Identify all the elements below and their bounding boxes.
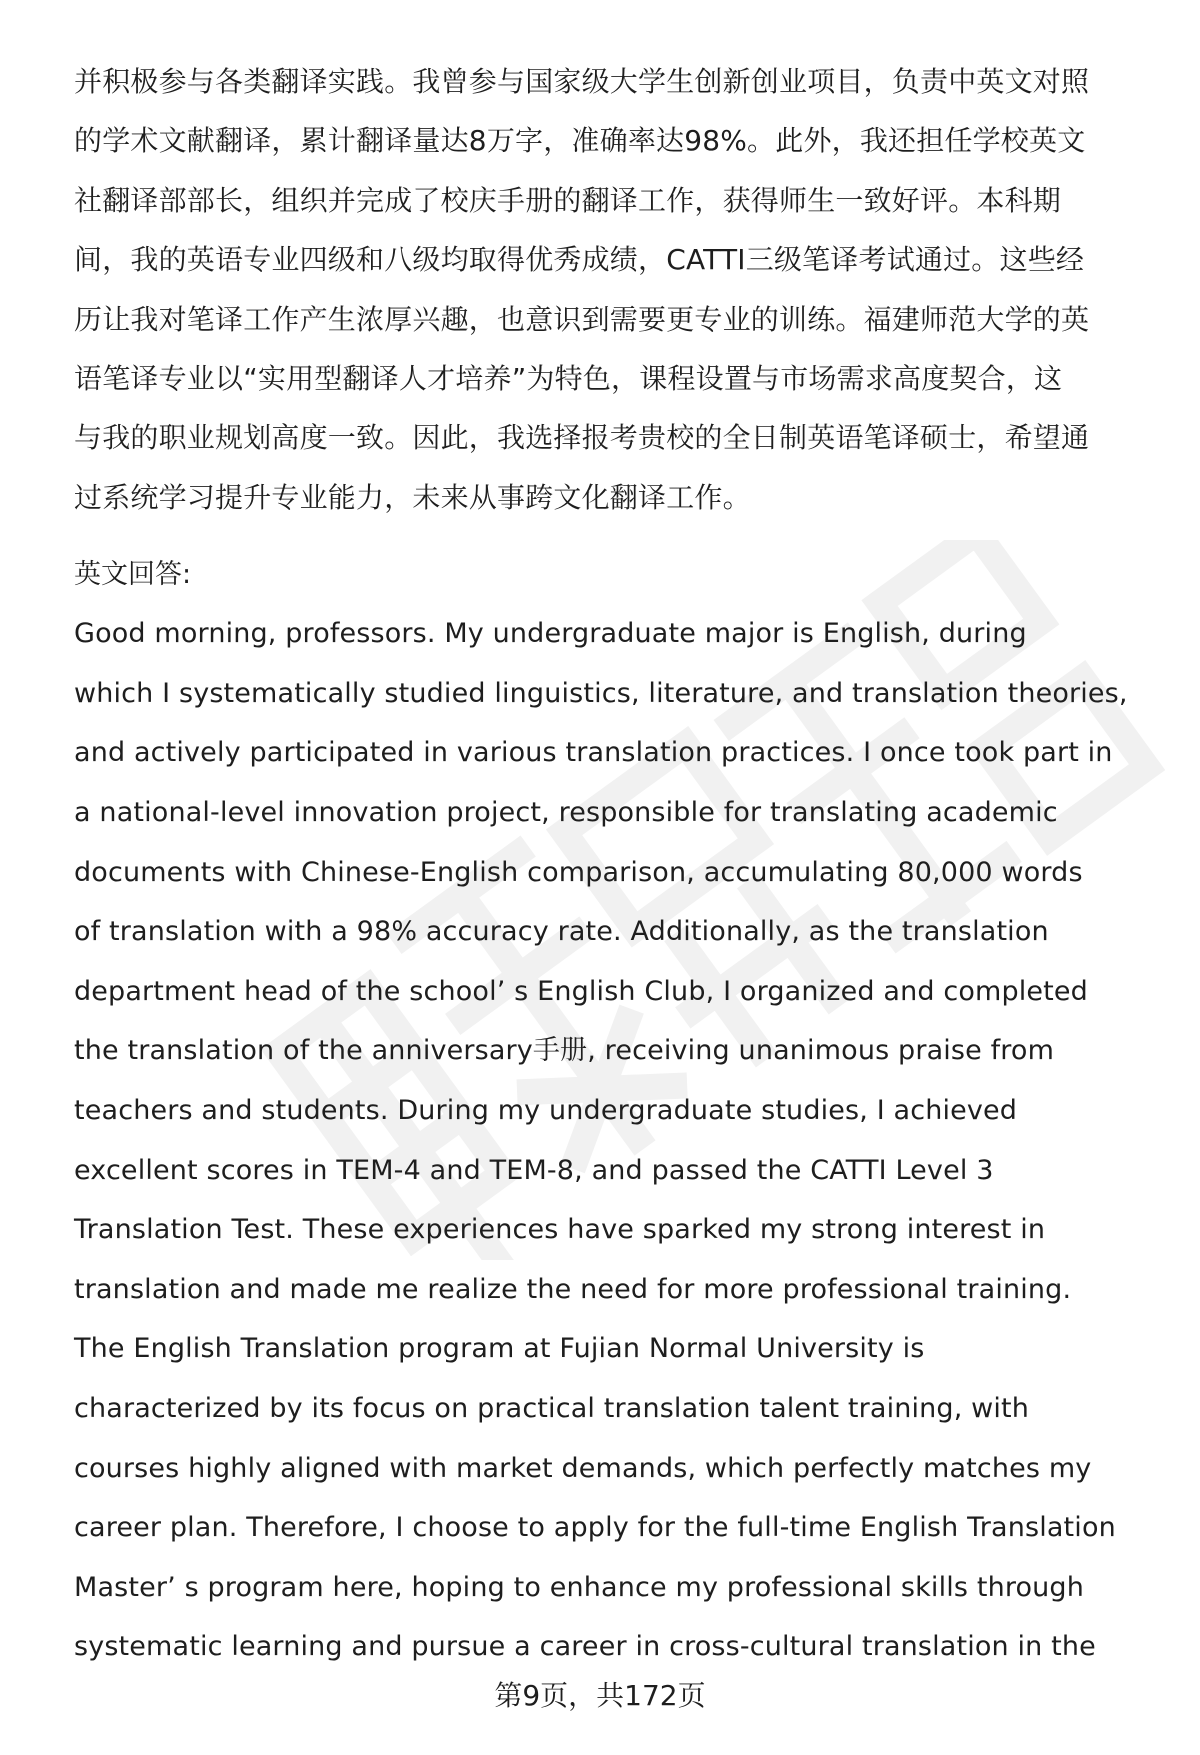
chinese-answer-line: 社翻译部部长，组织并完成了校庆手册的翻译工作，获得师生一致好评。本科期 xyxy=(74,183,1062,217)
english-answer-line: department head of the school’ s English Club, I organized and completed xyxy=(74,975,1088,1007)
english-answer-line: The English Translation program at Fujian Normal University is xyxy=(74,1333,925,1365)
english-answer-line: Good morning, professors. My undergraduate major is English, during xyxy=(74,618,1027,650)
english-answer-line: Master’ s program here, hoping to enhance my professional skills through xyxy=(74,1571,1084,1603)
chinese-answer-line: 的学术文献翻译，累计翻译量达8万字，准确率达98%。此外，我还担任学校英文 xyxy=(74,124,1086,158)
english-answer-paragraph xyxy=(74,604,1164,1677)
chinese-answer-line: 并积极参与各类翻译实践。我曾参与国家级大学生创新创业项目，负责中英文对照 xyxy=(74,65,1090,98)
english-answer-line: courses highly aligned with market demands, which perfectly matches my xyxy=(74,1452,1092,1484)
english-answer-line: translation and made me realize the need for more professional training. xyxy=(74,1273,1072,1305)
chinese-answer-line: 语笔译专业以“实用型翻译人才培养”为特色，课程设置与市场需求高度契合，这 xyxy=(74,362,1063,396)
chinese-answer-line: 与我的职业规划高度一致。因此，我选择报考贵校的全日制英语笔译硕士，希望通 xyxy=(74,421,1090,455)
english-answer-line: a national-level innovation project, responsible for translating academic xyxy=(74,797,1058,829)
chinese-answer-line: 间，我的英语专业四级和八级均取得优秀成绩，CATTI三级笔译考试通过。这些经 xyxy=(74,243,1085,277)
document-body xyxy=(74,52,1164,1677)
english-answer-heading: 英文回答: xyxy=(74,559,192,591)
english-answer-line: which I systematically studied linguistics, literature, and translation theories, xyxy=(74,677,1128,709)
english-answer-line: teachers and students. During my undergraduate studies, I achieved xyxy=(74,1095,1018,1126)
chinese-answer-line: 历让我对笔译工作产生浓厚兴趣，也意识到需要更专业的训练。福建师范大学的英 xyxy=(74,302,1090,336)
english-answer-line: of translation with a 98% accuracy rate. Additionally, as the translation xyxy=(74,916,1049,948)
english-answer-line: Translation Test. These experiences have sparked my strong interest in xyxy=(74,1214,1046,1246)
chinese-answer-line: 过系统学习提升专业能力，未来从事跨文化翻译工作。 xyxy=(74,480,751,514)
english-answer-line: career plan. Therefore, I choose to apply for the full-time English Translation xyxy=(74,1512,1116,1544)
english-answer-line: characterized by its focus on practical translation talent training, with xyxy=(74,1392,1030,1424)
english-answer-line: the translation of the anniversary手册, receiving unanimous praise from xyxy=(74,1035,1055,1067)
page-number-footer: 第9页，共172页 xyxy=(494,1679,706,1712)
chinese-answer-paragraph xyxy=(74,52,1164,527)
english-answer-line: systematic learning and pursue a career in cross-cultural translation in the xyxy=(74,1631,1096,1663)
english-answer-line: documents with Chinese-English comparison, accumulating 80,000 words xyxy=(74,856,1083,888)
english-answer-line: excellent scores in TEM-4 and TEM-8, and passed the CATTI Level 3 xyxy=(74,1154,994,1186)
english-answer-line: and actively participated in various translation practices. I once took part in xyxy=(74,737,1113,769)
